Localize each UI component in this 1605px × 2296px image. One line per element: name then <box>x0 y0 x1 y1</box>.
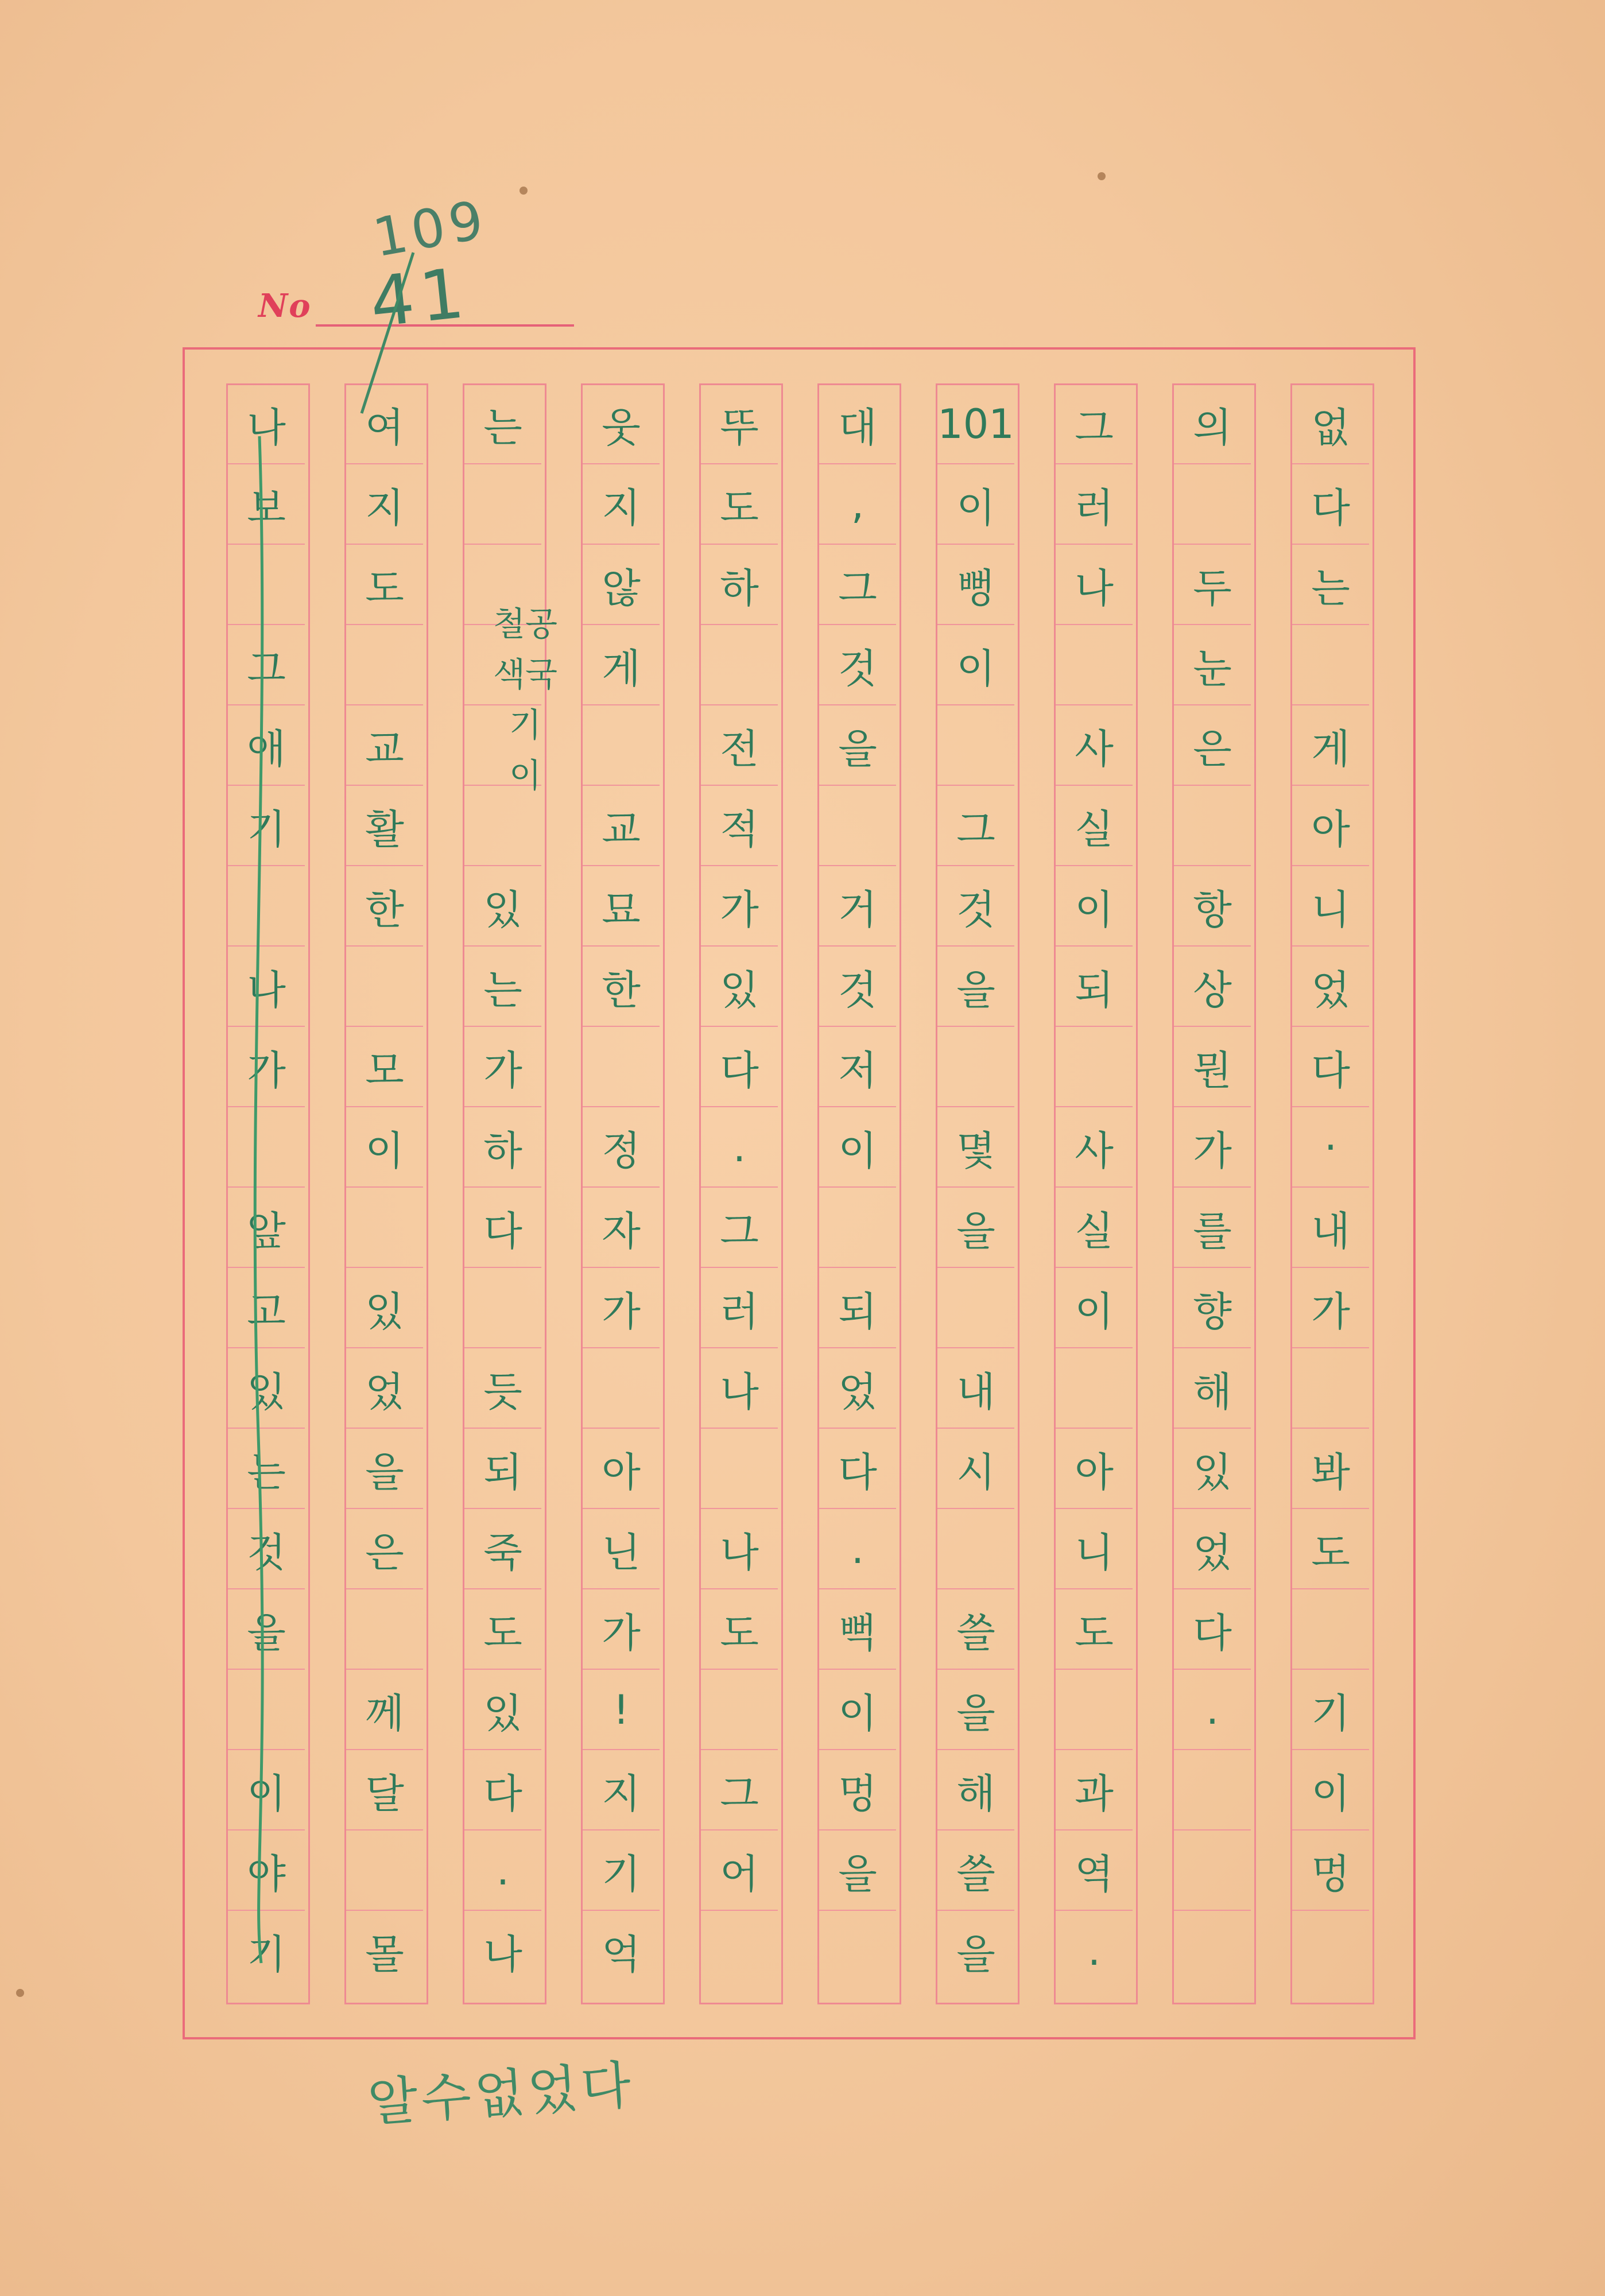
manuscript-cell: 정 <box>583 1108 660 1188</box>
manuscript-cell: 있 <box>464 867 541 947</box>
manuscript-cell: 전 <box>701 707 778 786</box>
manuscript-cell: 쓸 <box>937 1591 1014 1670</box>
manuscript-cell: 다 <box>701 1028 778 1107</box>
insertion-line: 기 <box>509 705 542 744</box>
manuscript-cell: 닌 <box>583 1510 660 1589</box>
manuscript-cell: 가 <box>228 1028 305 1107</box>
manuscript-cell: 대 <box>819 385 896 464</box>
manuscript-cell: 상 <box>1174 948 1251 1027</box>
manuscript-cell: 이 <box>1056 867 1133 947</box>
manuscript-cell: 해 <box>937 1751 1014 1830</box>
manuscript-cell <box>228 546 305 625</box>
manuscript-cell <box>1174 1912 1251 1990</box>
manuscript-cell: 죽 <box>464 1510 541 1589</box>
manuscript-cell: 을 <box>937 1671 1014 1750</box>
manuscript-cell: 이 <box>1292 1751 1369 1830</box>
manuscript-cell: 해 <box>1174 1349 1251 1429</box>
manuscript-cell <box>346 948 423 1027</box>
manuscript-cell <box>464 787 541 866</box>
manuscript-column <box>936 383 1019 2004</box>
manuscript-cell: 몰 <box>365 1930 404 1978</box>
bottom-note: 알수없었다 <box>366 2054 637 2134</box>
manuscript-cell <box>1174 1751 1251 1830</box>
manuscript-cell: 다 <box>464 1189 541 1268</box>
page-header <box>247 188 591 356</box>
manuscript-cell: 않 <box>583 546 660 625</box>
manuscript-cell: 가 <box>583 1269 660 1348</box>
manuscript-cell: 나 <box>1056 546 1133 625</box>
manuscript-cell: 도 <box>701 1591 778 1670</box>
manuscript-cell: 과 <box>1056 1751 1133 1830</box>
manuscript-cell: 101 <box>937 385 1014 464</box>
insertion-line: 이 <box>509 756 542 795</box>
manuscript-cell: 지 <box>583 1751 660 1830</box>
manuscript-cell: 그 <box>937 787 1014 866</box>
manuscript-cell: 었 <box>1174 1510 1251 1589</box>
manuscript-cell: 이 <box>937 466 1014 545</box>
manuscript-cell: 지 <box>346 466 423 545</box>
manuscript-cell: 을 <box>228 1591 305 1670</box>
manuscript-cell: 것 <box>819 626 896 705</box>
manuscript-cell: 적 <box>701 787 778 866</box>
manuscript-cell <box>819 1912 896 1990</box>
manuscript-cell: . <box>1087 1927 1101 1975</box>
paper-speck <box>16 1989 24 1997</box>
manuscript-cell: 내 <box>937 1349 1014 1429</box>
manuscript-cell: 이 <box>819 1108 896 1188</box>
manuscript-cell: 나 <box>483 1930 522 1978</box>
manuscript-cell: 게 <box>583 626 660 705</box>
manuscript-cell: 보 <box>228 466 305 545</box>
manuscript-cell: . <box>701 1108 778 1188</box>
manuscript-cell <box>1174 466 1251 545</box>
manuscript-cell <box>228 1671 305 1750</box>
manuscript-cell: 되 <box>464 1430 541 1509</box>
manuscript-cell: 었 <box>819 1349 896 1429</box>
manuscript-cell: 한 <box>346 867 423 947</box>
paper-speck <box>520 187 528 195</box>
manuscript-cell <box>701 1671 778 1750</box>
manuscript-cell: 묘 <box>583 867 660 947</box>
manuscript-cell: 는 <box>228 1430 305 1509</box>
manuscript-column <box>581 383 665 2004</box>
manuscript-cell: 하 <box>464 1108 541 1188</box>
manuscript-cell <box>701 1912 778 1990</box>
manuscript-cell <box>819 787 896 866</box>
manuscript-cell: 한 <box>583 948 660 1027</box>
page-number-new: 109 <box>369 188 493 269</box>
manuscript-cell: 것 <box>228 1510 305 1589</box>
manuscript-cell: 를 <box>1174 1189 1251 1268</box>
manuscript-cell: 가 <box>701 867 778 947</box>
insertion-line: 색국 <box>493 655 558 694</box>
manuscript-cell: 있 <box>701 948 778 1027</box>
manuscript-cell: 뚜 <box>701 385 778 464</box>
manuscript-cell <box>464 1269 541 1348</box>
manuscript-cell: , <box>819 466 896 545</box>
manuscript-cell: 것 <box>819 948 896 1027</box>
manuscript-cell: 다 <box>1174 1591 1251 1670</box>
manuscript-cell: 야 <box>228 1832 305 1911</box>
manuscript-cell: 내 <box>1292 1189 1369 1268</box>
manuscript-cell: 다 <box>819 1430 896 1509</box>
manuscript-cell: 지 <box>583 466 660 545</box>
manuscript-cell: 그 <box>1056 385 1133 464</box>
manuscript-cell: 니 <box>1292 867 1369 947</box>
manuscript-cell: 러 <box>1056 466 1133 545</box>
manuscript-cell <box>1292 626 1369 705</box>
manuscript-cell: 아 <box>1056 1430 1133 1509</box>
manuscript-cell: 교 <box>583 787 660 866</box>
paper-speck <box>1098 172 1106 180</box>
manuscript-cell: 이 <box>1056 1269 1133 1348</box>
manuscript-cell: 가 <box>464 1028 541 1107</box>
manuscript-cell: 을 <box>819 707 896 786</box>
manuscript-cell <box>701 626 778 705</box>
manuscript-cell: 되 <box>1056 948 1133 1027</box>
manuscript-cell <box>819 1189 896 1268</box>
manuscript-cell: 러 <box>701 1269 778 1348</box>
manuscript-cell: 이 <box>228 1751 305 1830</box>
manuscript-cell <box>346 1832 423 1911</box>
manuscript-cell: 을 <box>937 1189 1014 1268</box>
manuscript-cell: 도 <box>1056 1591 1133 1670</box>
manuscript-cell: 는 <box>1292 546 1369 625</box>
manuscript-cell <box>1056 1028 1133 1107</box>
manuscript-cell: 나 <box>701 1510 778 1589</box>
manuscript-column <box>1290 383 1374 2004</box>
manuscript-cell <box>1174 1832 1251 1911</box>
manuscript-column <box>344 383 428 2004</box>
manuscript-cell: 것 <box>937 867 1014 947</box>
manuscript-cell: 을 <box>819 1832 896 1911</box>
manuscript-cell <box>464 466 541 545</box>
manuscript-cell <box>1292 1912 1369 1990</box>
manuscript-cell: 그 <box>701 1189 778 1268</box>
manuscript-cell: 여 <box>346 385 423 464</box>
manuscript-cell: 교 <box>346 707 423 786</box>
manuscript-cell: 항 <box>1174 867 1251 947</box>
manuscript-cell <box>346 1591 423 1670</box>
manuscript-cell: 나 <box>228 385 305 464</box>
manuscript-cell: 있 <box>228 1349 305 1429</box>
manuscript-cell: 기 <box>228 787 305 866</box>
manuscript-cell <box>583 1349 660 1429</box>
manuscript-cell: 의 <box>1174 385 1251 464</box>
manuscript-cell: 억 <box>602 1930 641 1978</box>
manuscript-cell <box>228 1108 305 1188</box>
manuscript-cell: 이 <box>819 1671 896 1750</box>
manuscript-cell: ! <box>583 1671 660 1750</box>
manuscript-cell: 는 <box>464 385 541 464</box>
manuscript-cell: 이 <box>346 1108 423 1188</box>
manuscript-cell: 뻑 <box>819 1591 896 1670</box>
manuscript-cell: 을 <box>937 948 1014 1027</box>
manuscript-cell: 아 <box>1292 787 1369 866</box>
manuscript-cell: 는 <box>464 948 541 1027</box>
manuscript-cell: . <box>1174 1671 1251 1750</box>
manuscript-cell: 두 <box>1174 546 1251 625</box>
manuscript-column <box>699 383 783 2004</box>
page-number-old: 41 <box>366 253 474 343</box>
manuscript-cell: 다 <box>1292 1028 1369 1107</box>
manuscript-cell: . <box>819 1510 896 1589</box>
manuscript-cell: 눈 <box>1174 626 1251 705</box>
manuscript-cell: 은 <box>1174 707 1251 786</box>
manuscript-cell <box>583 707 660 786</box>
manuscript-cell: 있 <box>1174 1430 1251 1509</box>
manuscript-cell <box>1056 1671 1133 1750</box>
manuscript-cell: 향 <box>1174 1269 1251 1348</box>
manuscript-cell: 활 <box>346 787 423 866</box>
manuscript-cell: 듯 <box>464 1349 541 1429</box>
manuscript-cell <box>346 626 423 705</box>
manuscript-cell <box>583 1028 660 1107</box>
manuscript-cell <box>1292 1591 1369 1670</box>
manuscript-cell <box>1056 626 1133 705</box>
manuscript-cell: 고 <box>228 1269 305 1348</box>
manuscript-cell: 다 <box>1292 466 1369 545</box>
manuscript-cell: 었 <box>346 1349 423 1429</box>
manuscript-cell: 시 <box>937 1430 1014 1509</box>
manuscript-cell: 게 <box>1292 707 1369 786</box>
manuscript-cell: 달 <box>346 1751 423 1830</box>
margin-insertion <box>482 597 568 795</box>
manuscript-cell <box>937 1028 1014 1107</box>
manuscript-cell: 가 <box>1174 1108 1251 1188</box>
manuscript-cell: 나 <box>701 1349 778 1429</box>
manuscript-cell: 나 <box>228 948 305 1027</box>
manuscript-cell: 가 <box>1292 1269 1369 1348</box>
manuscript-cell <box>701 1430 778 1509</box>
header-rule <box>316 324 574 327</box>
manuscript-cell <box>937 1510 1014 1589</box>
manuscript-cell: 실 <box>1056 1189 1133 1268</box>
manuscript-cell: 도 <box>464 1591 541 1670</box>
manuscript-cell: 자 <box>583 1189 660 1268</box>
manuscript-cell: 웃 <box>583 385 660 464</box>
manuscript-cell: 뭔 <box>1174 1028 1251 1107</box>
manuscript-cell: 어 <box>701 1832 778 1911</box>
manuscript-cell <box>1174 787 1251 866</box>
manuscript-cell: 다 <box>464 1751 541 1830</box>
manuscript-cell: 멍 <box>1292 1832 1369 1911</box>
manuscript-cell: 모 <box>346 1028 423 1107</box>
manuscript-cell <box>228 867 305 947</box>
manuscript-cell: 그 <box>819 546 896 625</box>
manuscript-cell: . <box>464 1832 541 1911</box>
manuscript-cell: 앞 <box>228 1189 305 1268</box>
manuscript-cell: 되 <box>819 1269 896 1348</box>
manuscript-cell: 사 <box>1056 1108 1133 1188</box>
manuscript-cell: 봐 <box>1292 1430 1369 1509</box>
manuscript-cell: 기 <box>1292 1671 1369 1750</box>
manuscript-cell: 역 <box>1056 1832 1133 1911</box>
manuscript-cell <box>937 1269 1014 1348</box>
manuscript-cell: 그 <box>701 1751 778 1830</box>
manuscript-cell <box>1292 1349 1369 1429</box>
manuscript-cell <box>1056 1349 1133 1429</box>
manuscript-cell: 뻥 <box>937 546 1014 625</box>
manuscript-cell: 기 <box>247 1930 286 1978</box>
insertion-line: 철공 <box>493 604 558 643</box>
manuscript-cell: 거 <box>819 867 896 947</box>
manuscript-column <box>1172 383 1256 2004</box>
number-label: No <box>258 287 312 325</box>
manuscript-cell: 쓸 <box>937 1832 1014 1911</box>
manuscript-cell: 니 <box>1056 1510 1133 1589</box>
manuscript-cell: 을 <box>346 1430 423 1509</box>
manuscript-cell: 있 <box>346 1269 423 1348</box>
manuscript-column <box>226 383 310 2004</box>
manuscript-column <box>817 383 901 2004</box>
manuscript-cell: 도 <box>346 546 423 625</box>
manuscript-cell: 있 <box>464 1671 541 1750</box>
manuscript-cell: 몇 <box>937 1108 1014 1188</box>
manuscript-cell: 께 <box>346 1671 423 1750</box>
manuscript-cell: 그 <box>228 626 305 705</box>
manuscript-cell: 하 <box>701 546 778 625</box>
manuscript-cell: · <box>1292 1108 1369 1188</box>
manuscript-cell: 애 <box>228 707 305 786</box>
manuscript-cell: 아 <box>583 1430 660 1509</box>
manuscript-cell: 도 <box>701 466 778 545</box>
manuscript-cell: 없 <box>1292 385 1369 464</box>
manuscript-cell: 을 <box>956 1930 995 1978</box>
manuscript-cell: 사 <box>1056 707 1133 786</box>
manuscript-cell <box>346 1189 423 1268</box>
manuscript-cell: 가 <box>583 1591 660 1670</box>
manuscript-cell <box>937 707 1014 786</box>
manuscript-cell: 도 <box>1292 1510 1369 1589</box>
manuscript-cell: 멍 <box>819 1751 896 1830</box>
manuscript-cell: 저 <box>819 1028 896 1107</box>
manuscript-cell: 은 <box>346 1510 423 1589</box>
manuscript-cell: 었 <box>1292 948 1369 1027</box>
manuscript-column <box>1054 383 1138 2004</box>
manuscript-cell: 실 <box>1056 787 1133 866</box>
manuscript-cell: 기 <box>583 1832 660 1911</box>
manuscript-cell: 이 <box>937 626 1014 705</box>
